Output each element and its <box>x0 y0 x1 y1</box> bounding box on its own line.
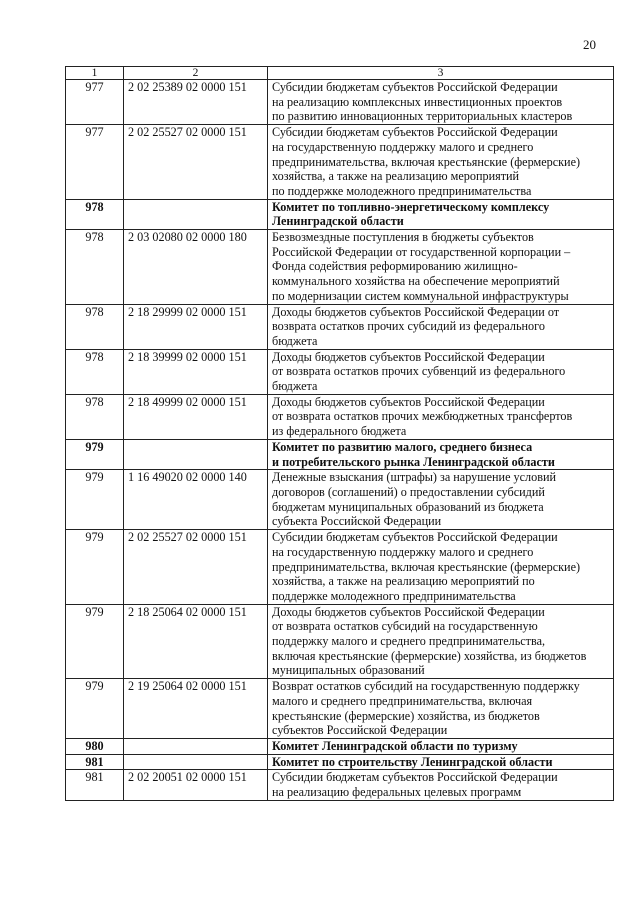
revenue-code-cell <box>124 738 268 754</box>
committee-row <box>66 199 614 229</box>
description-line: Комитет по строительству Ленинградской области <box>272 754 553 769</box>
revenue-code-cell: 1 16 49020 02 0000 140 <box>124 470 268 530</box>
description-cell <box>268 530 614 605</box>
description-line: Субсидии бюджетам субъектов Российской Федерации <box>272 530 558 545</box>
revenue-code-cell: 2 18 25064 02 0000 151 <box>124 604 268 679</box>
committee-name-cell <box>268 439 614 469</box>
admin-code-cell: 979 <box>66 530 124 605</box>
table-row <box>66 394 614 439</box>
committee-row <box>66 738 614 754</box>
description-line: хозяйства, а также на реализацию мероприятий по <box>272 574 535 589</box>
committee-name-cell <box>268 199 614 229</box>
description-cell <box>268 470 614 530</box>
description-line: Ленинградской области <box>272 214 404 229</box>
description-line: коммунального хозяйства на обеспечение мероприятий <box>272 274 560 289</box>
description-line: хозяйства, а также на реализацию мероприятий <box>272 169 520 184</box>
table-row <box>66 679 614 739</box>
admin-code-cell: 977 <box>66 80 124 125</box>
description-line: Доходы бюджетов субъектов Российской Федерации <box>272 349 545 364</box>
admin-code-cell: 978 <box>66 349 124 394</box>
admin-code-cell: 979 <box>66 439 124 469</box>
description-line: возврата остатков прочих субсидий из федерального <box>272 319 545 334</box>
description-cell <box>268 604 614 679</box>
committee-name-cell <box>268 738 614 754</box>
revenue-code-cell: 2 18 29999 02 0000 151 <box>124 304 268 349</box>
description-line: по поддержке молодежного предпринимательства <box>272 183 532 198</box>
revenue-code-cell: 2 02 25389 02 0000 151 <box>124 80 268 125</box>
description-line: муниципальных образований <box>272 663 425 678</box>
admin-code-cell: 978 <box>66 199 124 229</box>
description-line: на реализацию федеральных целевых программ <box>272 785 522 800</box>
table-row <box>66 125 614 200</box>
description-cell <box>268 80 614 125</box>
page-number: 20 <box>583 37 596 52</box>
description-line: по развитию инновационных территориальных кластеров <box>272 109 573 124</box>
description-line: крестьянские (фермерские) хозяйства, из бюджетов <box>272 708 540 723</box>
admin-code-cell: 980 <box>66 738 124 754</box>
admin-code-cell: 978 <box>66 230 124 305</box>
revenue-code-cell <box>124 754 268 770</box>
table-row <box>66 230 614 305</box>
admin-code-cell: 979 <box>66 679 124 739</box>
description-line: Комитет по топливно-энергетическому комплексу <box>272 199 550 214</box>
admin-code-cell: 981 <box>66 770 124 800</box>
description-line: на государственную поддержку малого и среднего <box>272 544 534 559</box>
revenue-code-cell <box>124 439 268 469</box>
description-cell <box>268 394 614 439</box>
description-line: от возврата остатков прочих субвенций из федерального <box>272 364 566 379</box>
admin-code-cell: 981 <box>66 754 124 770</box>
description-line: из федерального бюджета <box>272 424 407 439</box>
admin-code-cell: 979 <box>66 604 124 679</box>
description-line: предпринимательства, включая крестьянские (фермерские) <box>272 559 581 574</box>
admin-code-cell: 979 <box>66 470 124 530</box>
revenue-code-cell: 2 19 25064 02 0000 151 <box>124 679 268 739</box>
revenue-code-cell: 2 02 25527 02 0000 151 <box>124 125 268 200</box>
table-row <box>66 80 614 125</box>
revenue-code-cell: 2 03 02080 02 0000 180 <box>124 230 268 305</box>
admin-code-cell: 978 <box>66 304 124 349</box>
revenue-code-cell: 2 02 25527 02 0000 151 <box>124 530 268 605</box>
committee-row <box>66 439 614 469</box>
column-number-row <box>66 67 614 80</box>
description-line: Субсидии бюджетам субъектов Российской Федерации <box>272 80 558 94</box>
table-row <box>66 304 614 349</box>
description-line: предпринимательства, включая крестьянские (фермерские) <box>272 154 581 169</box>
description-line: на реализацию комплексных инвестиционных проектов <box>272 94 563 109</box>
description-cell <box>268 125 614 200</box>
description-line: включая крестьянские (фермерские) хозяйства, из бюджетов <box>272 648 587 663</box>
table-body <box>66 67 614 801</box>
table-row <box>66 470 614 530</box>
description-line: Возврат остатков субсидий на государственную поддержку <box>272 679 580 694</box>
description-line: бюджета <box>272 333 318 348</box>
description-line: Субсидии бюджетам субъектов Российской Федерации <box>272 125 558 140</box>
description-cell <box>268 679 614 739</box>
description-line: субъекта Российской Федерации <box>272 514 442 529</box>
revenue-codes-table <box>65 66 614 801</box>
table-row <box>66 770 614 800</box>
description-line: поддержке молодежного предпринимательства <box>272 588 516 603</box>
revenue-code-cell <box>124 199 268 229</box>
revenue-code-cell: 2 02 20051 02 0000 151 <box>124 770 268 800</box>
description-cell <box>268 770 614 800</box>
description-line: от возврата остатков прочих межбюджетных трансфертов <box>272 409 573 424</box>
revenue-code-cell: 2 18 49999 02 0000 151 <box>124 394 268 439</box>
admin-code-cell: 978 <box>66 394 124 439</box>
description-line: от возврата остатков субсидий на государственную <box>272 619 538 634</box>
description-line: договоров (соглашений) о предоставлении субсидий <box>272 484 545 499</box>
description-line: поддержку малого и среднего предпринимательства, <box>272 634 546 649</box>
description-line: на государственную поддержку малого и среднего <box>272 139 534 154</box>
description-cell <box>268 349 614 394</box>
table-row <box>66 349 614 394</box>
description-line: Доходы бюджетов субъектов Российской Федерации <box>272 394 545 409</box>
description-line: субъектов Российской Федерации <box>272 723 448 738</box>
table-row <box>66 530 614 605</box>
revenue-code-cell: 2 18 39999 02 0000 151 <box>124 349 268 394</box>
description-cell <box>268 304 614 349</box>
description-line: Комитет по развитию малого, среднего бизнеса <box>272 439 533 454</box>
column-number-3: 3 <box>268 67 614 80</box>
column-number-2: 2 <box>124 67 268 80</box>
description-line: Доходы бюджетов субъектов Российской Федерации от <box>272 304 560 319</box>
description-line: Комитет Ленинградской области по туризму <box>272 738 518 753</box>
description-line: по модернизации систем коммунальной инфраструктуры <box>272 288 569 303</box>
column-number-1: 1 <box>66 67 124 80</box>
description-cell <box>268 230 614 305</box>
description-line: Безвозмездные поступления в бюджеты субъектов <box>272 230 534 245</box>
description-line: бюджета <box>272 379 318 394</box>
description-line: Субсидии бюджетам субъектов Российской Федерации <box>272 770 558 785</box>
description-line: Доходы бюджетов субъектов Российской Федерации <box>272 604 545 619</box>
description-line: малого и среднего предпринимательства, включая <box>272 693 533 708</box>
description-line: бюджетам муниципальных образований из бюджета <box>272 499 544 514</box>
table-row <box>66 604 614 679</box>
description-line: Денежные взыскания (штрафы) за нарушение условий <box>272 470 557 485</box>
committee-row <box>66 754 614 770</box>
description-line: и потребительского рынка Ленинградской области <box>272 454 555 469</box>
description-line: Российской Федерации от государственной корпорации – <box>272 244 571 259</box>
committee-name-cell <box>268 754 614 770</box>
description-line: Фонда содействия реформированию жилищно- <box>272 259 518 274</box>
admin-code-cell: 977 <box>66 125 124 200</box>
